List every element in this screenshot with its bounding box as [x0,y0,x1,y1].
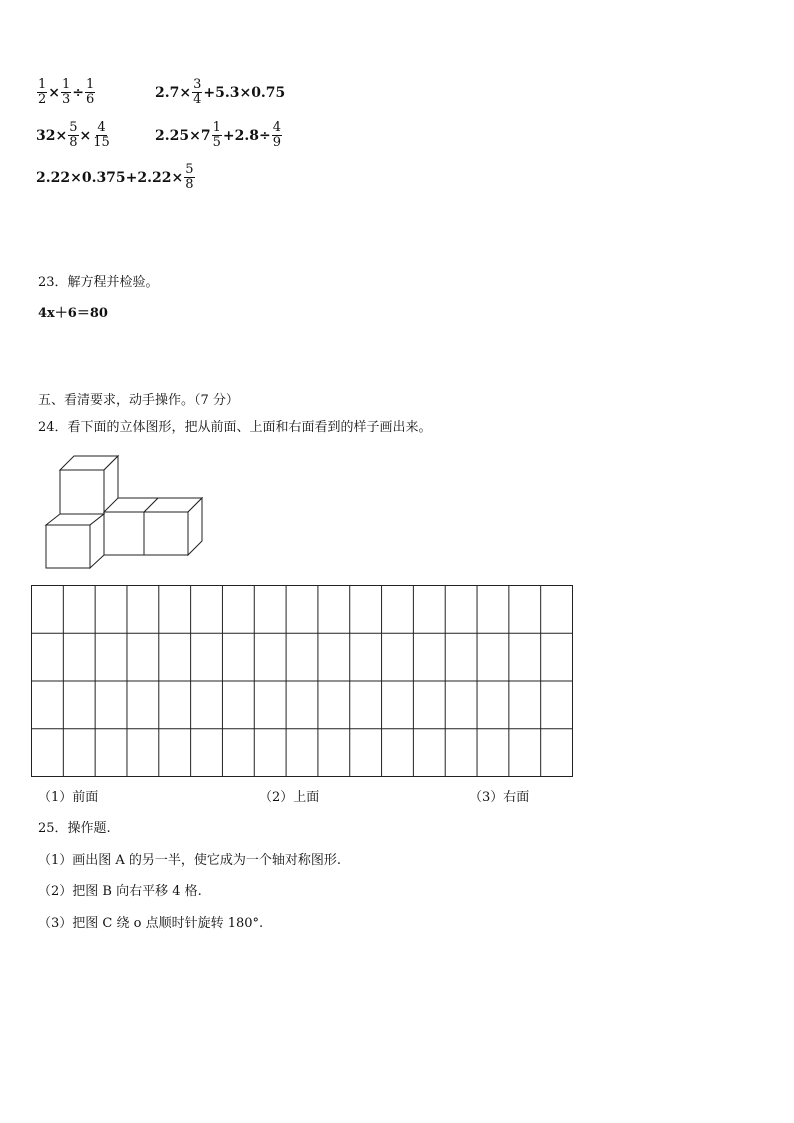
view-label-right: （3）右面 [469,790,530,805]
expression-2: 2.7× $\frac{3}{4}$ +5.3×0.75 [155,77,286,107]
question-23-title: 23．解方程并检验。 [38,275,159,290]
expression-1: $\frac{1}{2}$ × $\frac{1}{3}$ ÷ $\frac{1}{6}$ [38,77,95,107]
fraction: $\frac{3}{4}$ [193,77,202,107]
question-25-title: 25．操作题. [38,821,111,836]
cube-face [104,512,144,555]
drawing-grid[interactable] [31,585,573,777]
section-title: 五、看清要求，动手操作。（7 分） [38,393,239,408]
solid-figure-cubes [42,452,212,574]
cube-face [60,470,104,514]
equation: 4x＋6＝80 [38,306,108,321]
question-24-title: 24．看下面的立体图形，把从前面、上面和右面看到的样子画出来。 [38,420,432,435]
question-25-item: （3）把图 C 绕 o 点顺时针旋转 180°. [38,916,264,931]
question-25-item: （2）把图 B 向右平移 4 格. [38,884,202,899]
fraction: $\frac{5}{8}$ [69,120,78,150]
fraction: $\frac{4}{9}$ [272,120,281,150]
view-label-top: （2）上面 [259,790,320,805]
expression-3: 32× $\frac{5}{8}$ × $\frac{4}{15}$ [36,120,110,150]
expression-4: 2.25×7 $\frac{1}{5}$ +2.8÷ $\frac{4}{9}$ [155,120,281,150]
fraction: $\frac{1}{5}$ [212,120,221,150]
fraction: $\frac{1}{2}$ [38,77,47,107]
question-25-item: （1）画出图 A 的另一半，使它成为一个轴对称图形. [38,853,342,868]
cube-face [46,525,90,568]
expression-5: 2.22×0.375+2.22× $\frac{5}{8}$ [36,162,194,192]
view-label-front: （1）前面 [38,790,99,805]
cube-face [144,512,188,555]
fraction: $\frac{5}{8}$ [185,162,194,192]
fraction: $\frac{4}{15}$ [93,120,110,150]
fraction: $\frac{1}{6}$ [86,77,95,107]
fraction: $\frac{1}{3}$ [62,77,71,107]
